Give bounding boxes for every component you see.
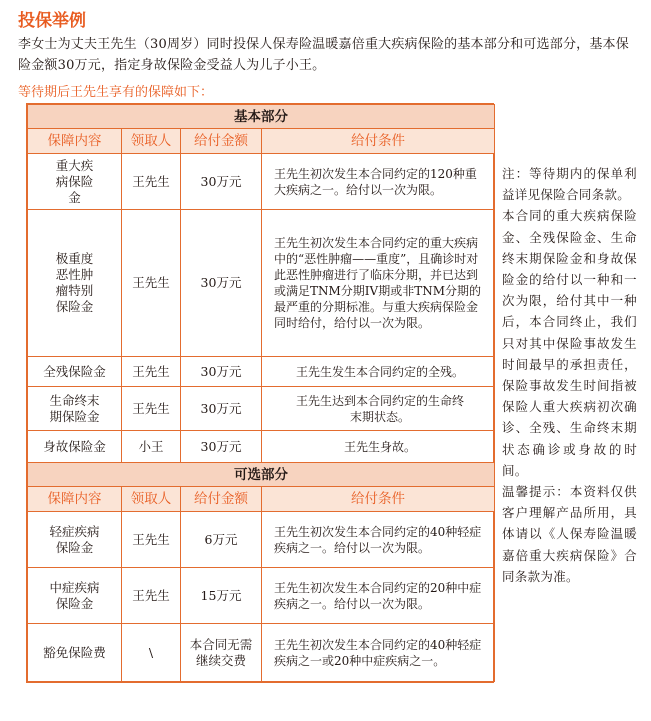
cell-recipient: 小王 bbox=[122, 431, 181, 463]
note-reminder: 温馨提示：本资料仅供客户理解产品所用，具体请以《人保寿险温暖嘉倍重大疾病保险》合同条款为准。 bbox=[502, 484, 637, 584]
cell-item: 轻症疾病保险金 bbox=[28, 512, 122, 568]
benefits-table bbox=[26, 103, 494, 683]
cell-recipient: 王先生 bbox=[122, 210, 181, 357]
cell-amount: 30万元 bbox=[181, 431, 262, 463]
header-recipient: 领取人 bbox=[122, 129, 181, 154]
header-condition: 给付条件 bbox=[262, 129, 495, 154]
table-row bbox=[28, 210, 495, 357]
cell-condition: 王先生达到本合同约定的生命终末期状态。 bbox=[262, 387, 495, 431]
intro-paragraph: 李女士为丈夫王先生（30周岁）同时投保人保寿险温暖嘉倍重大疾病保险的基本部分和可选部分，基本保险金额30万元，指定身故保险金受益人为儿子小王。 bbox=[18, 37, 629, 73]
header-amount: 给付金额 bbox=[181, 129, 262, 154]
note-waiting-period: 注：等待期内的保单利益详见保险合同条款。 bbox=[502, 166, 637, 203]
cell-recipient: 王先生 bbox=[122, 154, 181, 210]
optional-header-row bbox=[28, 487, 495, 512]
table-row bbox=[28, 512, 495, 568]
cell-item: 全残保险金 bbox=[28, 357, 122, 387]
cell-item: 身故保险金 bbox=[28, 431, 122, 463]
header-condition: 给付条件 bbox=[262, 487, 495, 512]
page-title: 投保举例 bbox=[18, 11, 86, 31]
cell-condition: 王先生发生本合同约定的全残。 bbox=[262, 357, 495, 387]
cell-amount: 30万元 bbox=[181, 210, 262, 357]
cell-recipient: 王先生 bbox=[122, 357, 181, 387]
cell-item: 豁免保险费 bbox=[28, 624, 122, 682]
cell-recipient: \ bbox=[122, 624, 181, 682]
cell-item: 重大疾病保险金 bbox=[28, 154, 122, 210]
cell-item: 生命终末期保险金 bbox=[28, 387, 122, 431]
subheading: 等待期后王先生享有的保障如下： bbox=[18, 85, 214, 100]
header-recipient: 领取人 bbox=[122, 487, 181, 512]
header-amount: 给付金额 bbox=[181, 487, 262, 512]
cell-condition: 王先生初次发生本合同约定的重大疾病中的“恶性肿瘤——重度”，且确诊时对此恶性肿瘤进行了临床分期，并已达到或满足TNM分期IV期或非TNM分期的最严重的分期标准。与重大疾病保险金同时给付，给付以一次为限。 bbox=[262, 210, 495, 357]
cell-item: 极重度恶性肿瘤特别保险金 bbox=[28, 210, 122, 357]
header-item: 保障内容 bbox=[28, 129, 122, 154]
cell-amount: 15万元 bbox=[181, 568, 262, 624]
basic-header-row bbox=[28, 129, 495, 154]
cell-amount: 30万元 bbox=[181, 154, 262, 210]
cell-recipient: 王先生 bbox=[122, 387, 181, 431]
optional-band: 可选部分 bbox=[28, 463, 495, 487]
side-note bbox=[502, 163, 637, 587]
cell-amount: 30万元 bbox=[181, 387, 262, 431]
table-row bbox=[28, 624, 495, 682]
cell-condition: 王先生初次发生本合同约定的20种中症疾病之一。给付以一次为限。 bbox=[262, 568, 495, 624]
cell-recipient: 王先生 bbox=[122, 568, 181, 624]
cell-amount: 本合同无需继续交费 bbox=[181, 624, 262, 682]
table-row bbox=[28, 568, 495, 624]
cell-amount: 30万元 bbox=[181, 357, 262, 387]
cell-amount: 6万元 bbox=[181, 512, 262, 568]
cell-recipient: 王先生 bbox=[122, 512, 181, 568]
table-row bbox=[28, 387, 495, 431]
basic-band: 基本部分 bbox=[28, 105, 495, 129]
cell-condition: 王先生初次发生本合同约定的120种重大疾病之一。给付以一次为限。 bbox=[262, 154, 495, 210]
cell-condition: 王先生身故。 bbox=[262, 431, 495, 463]
cell-item: 中症疾病保险金 bbox=[28, 568, 122, 624]
header-item: 保障内容 bbox=[28, 487, 122, 512]
cell-condition: 王先生初次发生本合同约定的40种轻症疾病之一。给付以一次为限。 bbox=[262, 512, 495, 568]
note-payout-rules: 本合同的重大疾病保险金、全残保险金、生命终末期保险金和身故保险金的给付以一种和一次为限，给付其中一种后，本合同终止，我们只对其中保险事故发生时间最早的承担责任，保险事故发生时间指被保险人重大疾病初次确诊、全残、生命终末期状态确诊或身故的时间。 bbox=[502, 208, 637, 478]
table-row bbox=[28, 431, 495, 463]
table-row bbox=[28, 154, 495, 210]
table-row bbox=[28, 357, 495, 387]
cell-condition: 王先生初次发生本合同约定的40种轻症疾病之一或20种中症疾病之一。 bbox=[262, 624, 495, 682]
